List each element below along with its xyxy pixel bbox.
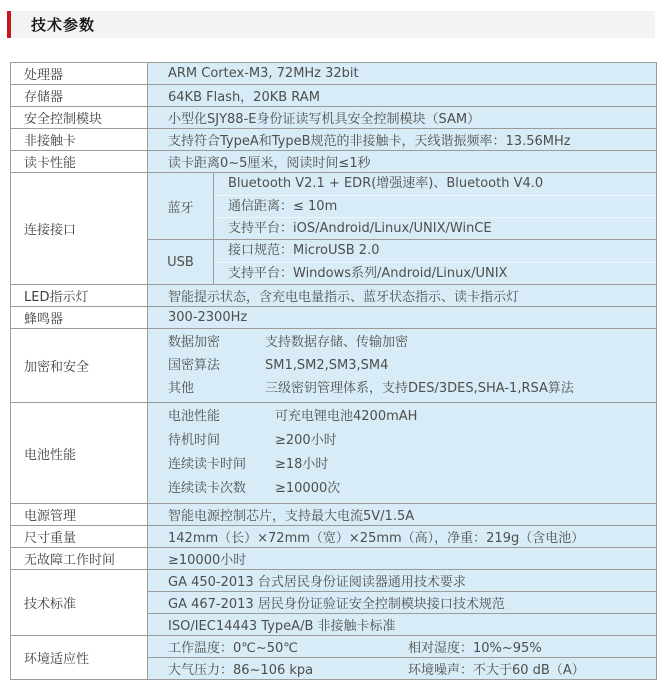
environment-line [148,636,657,658]
row-label: 加密和安全 [11,329,148,403]
item-name: 待机时间 [168,433,221,448]
bluetooth-sublabel: 蓝牙 [148,173,214,240]
bluetooth-line: 支持平台：iOS/Android/Linux/UNIX/WinCE [214,217,656,239]
row-interfaces-bluetooth [11,173,657,240]
item-value: 支持数据存储、传输加密 [265,335,409,350]
row-security-module [11,107,657,129]
encryption-item [168,331,656,354]
encryption-item [168,377,656,400]
row-label: 电池性能 [11,403,148,504]
encryption-item [168,354,656,377]
row-label: 技术标准 [11,570,148,636]
row-battery [11,403,657,504]
row-value: 小型化SJY88-E身份证读写机具安全控制模块（SAM） [148,107,657,129]
item-value: 可充电锂电池4200mAH [275,409,418,424]
usb-value [214,240,657,285]
usb-line: 支持平台：Windows系列/Android/Linux/UNIX [214,262,656,284]
usb-line: 接口规范：MicroUSB 2.0 [228,243,380,258]
row-read-performance [11,151,657,173]
row-label: 非接触卡 [11,129,148,151]
row-value: 142mm（长）×72mm（宽）×25mm（高），净重：219g（含电池） [148,526,657,548]
environment-line [148,658,657,680]
row-value: ARM Cortex-M3, 72MHz 32bit [148,63,657,85]
row-label: 连接接口 [11,173,148,285]
encryption-value [148,329,657,403]
row-mtbf [11,548,657,570]
battery-item [168,453,656,477]
row-label: 电源管理 [11,504,148,526]
row-led [11,285,657,307]
item-name: 国密算法 [168,358,221,373]
standard-line: GA 450-2013 台式居民身份证阅读器通用技术要求 [148,570,657,592]
env-left: 大气压力：86~106 kpa [168,663,314,678]
row-standards-1 [11,570,657,592]
row-dimensions-weight [11,526,657,548]
row-label: 处理器 [11,63,148,85]
row-label: 无故障工作时间 [11,548,148,570]
bluetooth-value [214,173,657,240]
battery-item [168,429,656,453]
env-right: 环境噪声：不大于60 dB（A） [408,663,585,678]
row-value: 智能电源控制芯片，支持最大电流5V/1.5A [148,504,657,526]
row-buzzer [11,307,657,329]
usb-sublabel: USB [148,240,214,285]
row-value: 支持符合TypeA和TypeB规范的非接触卡，天线谐振频率：13.56MHz [148,129,657,151]
standard-line: ISO/IEC14443 TypeA/B 非接触卡标准 [148,614,657,636]
row-label: 安全控制模块 [11,107,148,129]
section-header [7,11,655,38]
item-value: ≥10000次 [275,481,341,496]
row-value: 64KB Flash，20KB RAM [148,85,657,107]
row-label: LED指示灯 [11,285,148,307]
page-title: 技术参数 [31,16,96,34]
row-label: 环境适应性 [11,636,148,680]
row-value: 智能提示状态，含充电电量指示、蓝牙状态指示、读卡指示灯 [148,285,657,307]
item-name: 连续读卡时间 [168,457,247,472]
item-name: 数据加密 [168,335,221,350]
battery-item [168,405,656,429]
row-label: 存储器 [11,85,148,107]
battery-item [168,477,656,501]
row-power-management [11,504,657,526]
spec-table [10,62,657,680]
row-memory [11,85,657,107]
item-name: 其他 [168,381,195,396]
row-value: ≥10000小时 [148,548,657,570]
row-value: 300-2300Hz [148,307,657,329]
env-left: 工作温度：0℃~50℃ [168,641,298,656]
item-name: 连续读卡次数 [168,481,247,496]
item-name: 电池性能 [168,409,221,424]
env-right: 相对湿度：10%~95% [408,641,542,656]
bluetooth-line: 通信距离：≤ 10m [214,195,656,217]
item-value: ≥200小时 [275,433,337,448]
item-value: 三级密钥管理体系，支持DES/3DES,SHA-1,RSA算法 [265,381,574,396]
item-value: ≥18小时 [275,457,329,472]
standard-line: GA 467-2013 居民身份证验证安全控制模块接口技术规范 [148,592,657,614]
row-processor [11,63,657,85]
row-contactless-card [11,129,657,151]
row-environment-1 [11,636,657,658]
row-label: 蜂鸣器 [11,307,148,329]
accent-bar [7,11,11,38]
row-label: 读卡性能 [11,151,148,173]
battery-value [148,403,657,504]
row-label: 尺寸重量 [11,526,148,548]
row-value: 读卡距离0~5厘米，阅读时间≤1秒 [148,151,657,173]
bluetooth-line: Bluetooth V2.1 + EDR(增强速率)、Bluetooth V4.0 [228,176,544,191]
item-value: SM1,SM2,SM3,SM4 [265,358,389,373]
row-encryption-security [11,329,657,403]
